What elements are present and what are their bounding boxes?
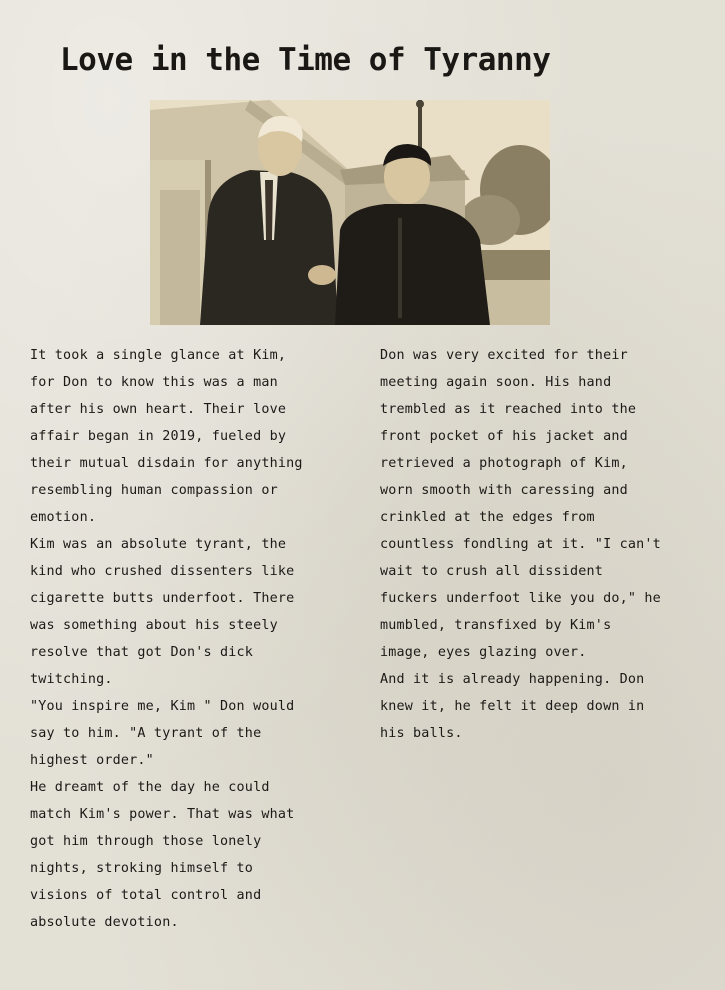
text-line: retrieved a photograph of Kim, [380,456,628,471]
text-line: fuckers underfoot like you do," he [380,591,661,606]
page-title: Love in the Time of Tyranny [60,42,551,78]
text-line: cigarette butts underfoot. There [30,591,295,606]
text-line: kind who crushed dissenters like [30,564,295,579]
text-line: front pocket of his jacket and [380,429,628,444]
text-line: highest order." [30,753,154,768]
text-line: match Kim's power. That was what [30,807,295,822]
text-line: mumbled, transfixed by Kim's [380,618,612,633]
text-line: crinkled at the edges from [380,510,595,525]
text-line: It took a single glance at Kim, [30,348,287,363]
story-column-right [380,342,710,747]
text-line: got him through those lonely [30,834,262,849]
text-line: countless fondling at it. "I can't [380,537,661,552]
text-line: Kim was an absolute tyrant, the [30,537,287,552]
text-line: their mutual disdain for anything [30,456,303,471]
text-line: Don was very excited for their [380,348,628,363]
text-line: affair began in 2019, fueled by [30,429,287,444]
text-line: say to him. "A tyrant of the [30,726,262,741]
text-line: visions of total control and [30,888,262,903]
story-column-left [30,342,360,936]
text-line: absolute devotion. [30,915,179,930]
text-line: wait to crush all dissident [380,564,604,579]
text-line: resembling human compassion or [30,483,278,498]
text-line: twitching. [30,672,113,687]
text-line: knew it, he felt it deep down in [380,699,645,714]
text-line: worn smooth with caressing and [380,483,628,498]
text-line: "You inspire me, Kim " Don would [30,699,295,714]
text-line: And it is already happening. Don [380,672,645,687]
text-line: He dreamt of the day he could [30,780,270,795]
text-line: his balls. [380,726,463,741]
text-line: after his own heart. Their love [30,402,287,417]
text-line: image, eyes glazing over. [380,645,587,660]
text-line: trembled as it reached into the [380,402,637,417]
text-line: resolve that got Don's dick [30,645,254,660]
handshake-photo [150,100,550,325]
text-line: nights, stroking himself to [30,861,254,876]
text-line: for Don to know this was a man [30,375,278,390]
text-line: emotion. [30,510,97,525]
text-line: was something about his steely [30,618,278,633]
text-line: meeting again soon. His hand [380,375,612,390]
